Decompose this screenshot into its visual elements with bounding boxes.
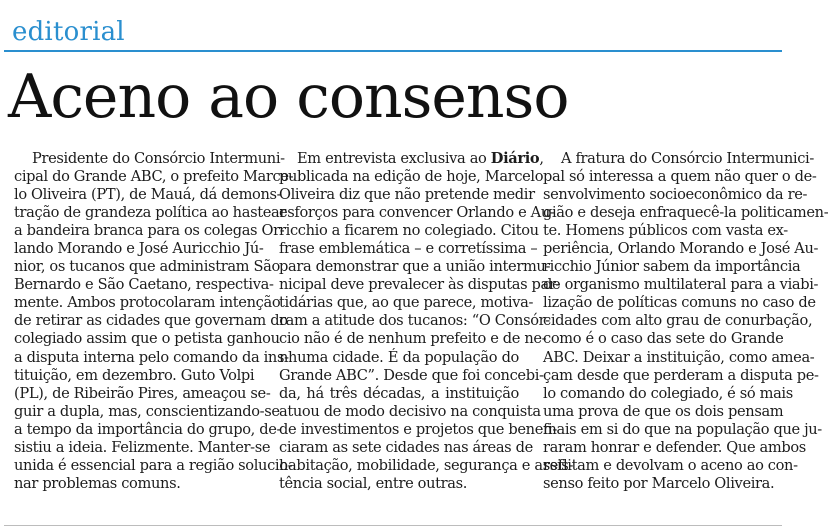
column-2-line: publicada na edição de hoje, Marcelo [279,168,544,186]
section-rule [4,50,782,52]
section-label: editorial [12,17,125,47]
column-3-line: raram honrar e defender. Que ambos [543,438,806,456]
column-2-line: nicipal deve prevalecer às disputas par- [279,276,561,294]
column-2-line: atuou de modo decisivo na conquista [279,402,541,420]
column-2-line: tidárias que, ao que parece, motiva- [279,294,534,312]
column-1-line: de retirar as cidades que governam do [14,312,288,330]
column-3-line: periência, Orlando Morando e José Au- [543,240,819,258]
column-3-line: cidades com alto grau de conurbação, [543,312,813,330]
newspaper-name: Diário [490,150,540,167]
column-1-line: cipal do Grande ABC, o prefeito Marce- [14,168,294,186]
column-1-line: lando Morando e José Auricchio Jú- [14,240,264,258]
column-1-line: nar problemas comuns. [14,474,181,492]
column-2-line-start: Em entrevista exclusiva ao [297,150,491,167]
column-3-line: ricchio Júnior sabem da importância [543,258,801,276]
column-2-line: ciaram as sete cidades nas áreas de [279,438,533,456]
column-2-line: ricchio a ficarem no colegiado. Citou [279,222,539,240]
column-2-line: Oliveira diz que não pretende medir [279,186,535,204]
column-3-line: de organismo multilateral para a viabi- [543,276,819,294]
column-1-line: mente. Ambos protocolaram intenção [14,294,281,312]
column-1-line: Bernardo e São Caetano, respectiva- [14,276,274,294]
column-3-line: senso feito por Marcelo Oliveira. [543,474,775,492]
column-3-line: gião e deseja enfraquecê-la politicamen- [543,204,828,222]
column-3-line: te. Homens públicos com vasta ex- [543,222,788,240]
column-3-line: ABC. Deixar a instituição, como amea- [543,348,815,366]
column-1-line: tração de grandeza política ao hastear [14,204,286,222]
column-1-line: sistiu a ideia. Felizmente. Manter-se [14,438,271,456]
column-2-line: ram a atitude dos tucanos: “O Consór- [279,312,550,330]
column-2-line: para demonstrar que a união intermu- [279,258,551,276]
column-2-line: frase emblemática – e corretíssima – [279,240,538,258]
column-1 [14,150,294,493]
column-2-line: de investimentos e projetos que benefi- [279,420,557,438]
bottom-rule [4,525,782,526]
column-1-line: lo Oliveira (PT), de Mauá, dá demons- [14,186,282,204]
column-1-line: a tempo da importância do grupo, de- [14,420,282,438]
column-3-line: pal só interessa a quem não quer o de- [543,168,817,186]
column-3-line: çam desde que perderam a disputa pe- [543,366,819,384]
column-1-line: unida é essencial para a região solucio- [14,456,293,474]
column-2-line: habitação, mobilidade, segurança e assis- [279,456,574,474]
column-1-line: colegiado assim que o petista ganhou [14,330,280,348]
column-2-line-end: , [539,150,544,167]
column-2-line: da, há três décadas, a instituição [279,384,519,402]
column-3-line: lização de políticas comuns no caso de [543,294,816,312]
column-3-line: senvolvimento socioeconômico da re- [543,186,808,204]
column-3-line: lo comando do colegiado, é só mais [543,384,793,402]
column-2-first-line [279,150,544,168]
column-3-line: como é o caso das sete do Grande [543,330,784,348]
column-1-line: a bandeira branca para os colegas Or- [14,222,285,240]
column-2-line: tência social, entre outras. [279,474,468,492]
column-1-line: guir a dupla, mas, conscientizando-se [14,402,280,420]
column-3-line: mais em si do que na população que ju- [543,420,822,438]
column-3 [543,150,828,493]
headline: Aceno ao consenso [8,62,569,132]
column-1-line: (PL), de Ribeirão Pires, ameaçou se- [14,384,271,402]
column-2-line: nhuma cidade. É da população do [279,348,519,366]
column-3-line: uma prova de que os dois pensam [543,402,784,420]
column-1-line: a disputa interna pelo comando da ins- [14,348,289,366]
column-2 [279,150,574,493]
column-1-line: Presidente do Consórcio Intermuni- [32,150,285,167]
column-2-line: Grande ABC”. Desde que foi concebi- [279,366,544,384]
column-2-line: esforços para convencer Orlando e Au- [279,204,555,222]
column-1-line: nior, os tucanos que administram São [14,258,280,276]
column-1-line: tituição, em dezembro. Guto Volpi [14,366,255,384]
column-3-line: A fratura do Consórcio Intermunici- [561,150,814,167]
column-3-line: reflitam e devolvam o aceno ao con- [543,456,798,474]
column-2-line: cio não é de nenhum prefeito e de ne- [279,330,547,348]
